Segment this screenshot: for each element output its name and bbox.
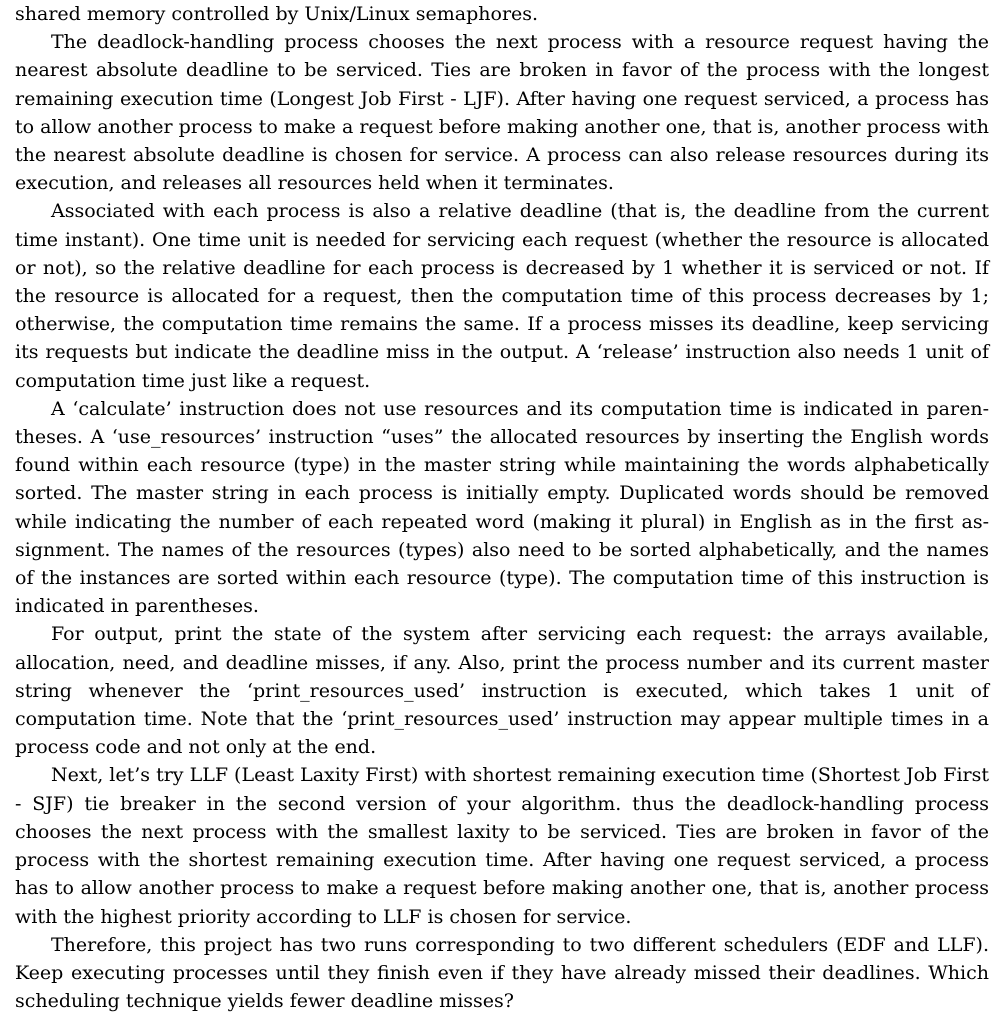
document-page [15,0,989,1024]
paragraph-edf-scheduling: The deadlock-handling process chooses the next process with a resource request having the nearest absolute deadline to be serviced. Ties are broken in favor of the process with the longest remaining execution time (Longest Job First - LJF). After having one request serviced, a process has to allow another process to make a request before making another one, that is, another process with the nearest absolute deadline is chosen for service. A process can also release resources during its execution, and releases all resources held when it terminates. [15,31,989,195]
paragraph-instructions: A ‘calculate’ instruction does not use resources and its computation time is indicated in parentheses. A ‘use_resources’ instruction “uses” the allocated resources by inserting the English words found within each resource (type) in the master string while maintaining the words alphabetically sorted. The master string in each process is initially empty. Duplicated words should be removed while indicating the number of each repeated word (making it plural) in English as in the first assignment. The names of the resources (types) also need to be sorted alphabetically, and the names of the instances are sorted within each resource (type). The computation time of this instruction is indicated in parentheses. [15,397,989,618]
paragraph-continuation: shared memory controlled by Unix/Linux semaphores. [15,3,539,25]
paragraph-llf-scheduling: Next, let’s try LLF (Least Laxity First) with shortest remaining execution time (Shortest Job First - SJF) tie breaker in the second version of your algorithm. thus the deadlock-handling process chooses the next process with the smallest laxity to be serviced. Ties are broken in favor of the process with the shortest remaining execution time. After having one request serviced, a process has to allow another process to make a request before making another one, that is, another process with the highest priority according to LLF is chosen for service. [15,764,989,928]
paragraph-output: For output, print the state of the system after servicing each request: the arrays available, allocation, need, and deadline misses, if any. Also, print the process number and its current master string whenever the ‘print_resources_used’ instruction is executed, which takes 1 unit of computation time. Note that the ‘print_resources_used’ instruction may appear multiple times in a process code and not only at the end. [15,623,989,759]
paragraph-relative-deadline: Associated with each process is also a relative deadline (that is, the deadline from the current time instant). One time unit is needed for servicing each request (whether the resource is allocated or not), so the relative deadline for each process is decreased by 1 whether it is serviced or not. If the resource is allocated for a request, then the computation time of this process decreases by 1; otherwise, the computation time remains the same. If a process misses its deadline, keep servicing its requests but indicate the deadline miss in the output. A ‘release’ instruction also needs 1 unit of computation time just like a request. [15,200,989,392]
paragraph-conclusion: Therefore, this project has two runs corresponding to two different schedulers (EDF and LLF). Keep executing processes until they finish even if they have already missed their deadlines. Which scheduling technique yields fewer deadline misses? [15,933,989,1013]
